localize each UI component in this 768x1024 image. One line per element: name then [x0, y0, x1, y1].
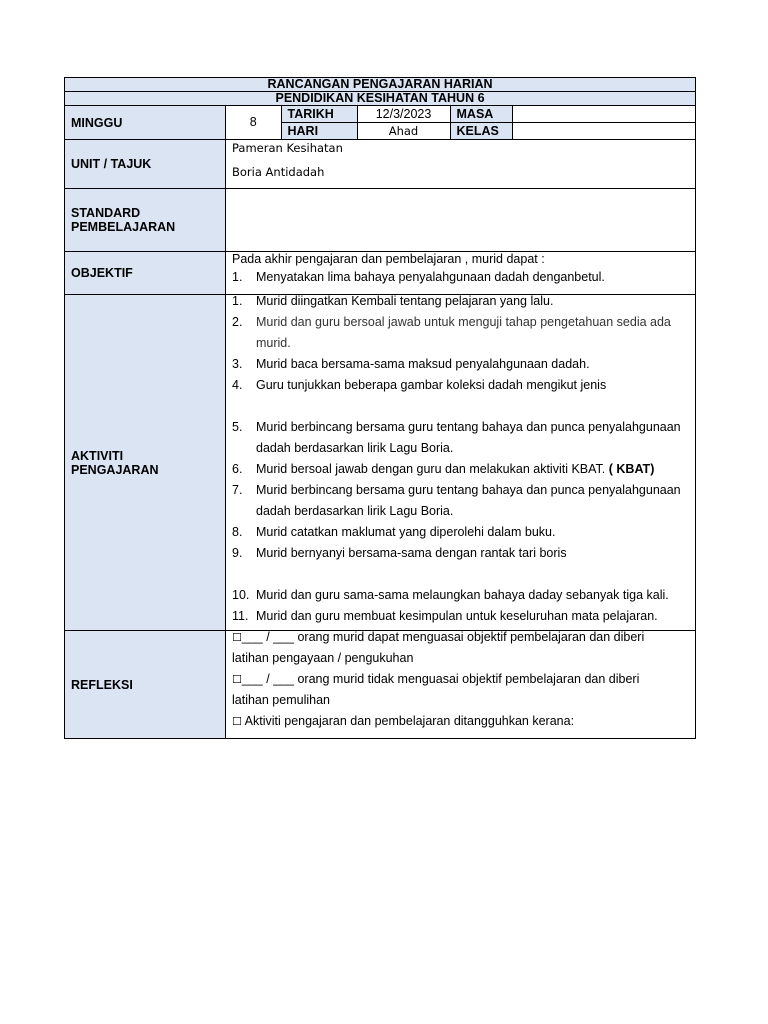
list-item: 11. Murid dan guru membuat kesimpulan untuk keseluruhan mata pelajaran.: [232, 609, 658, 623]
kelas-value: [512, 123, 696, 140]
list-item: 1. Murid diingatkan Kembali tentang pelajaran yang lalu.: [232, 294, 554, 308]
unit-line-1: Pameran Kesihatan: [232, 141, 343, 155]
hari-value: Ahad: [357, 123, 450, 140]
aktiviti-content: [226, 295, 696, 631]
list-item: 7. Murid berbincang bersama guru tentang bahaya dan punca penyalahgunaan dadah berdasarkan lirik Lagu Boria.: [232, 483, 681, 518]
list-gap: [232, 396, 689, 417]
lesson-plan-sheet: [64, 77, 695, 739]
objektif-list: [232, 267, 689, 288]
list-item: 9. Murid bernyanyi bersama-sama dengan rantak tari boris: [232, 546, 567, 560]
list-item: 6. Murid bersoal jawab dengan guru dan melakukan aktiviti KBAT. ( KBAT): [232, 462, 655, 476]
week-info-table: [226, 106, 696, 139]
checkbox-icon[interactable]: ☐: [232, 673, 242, 686]
checkbox-icon[interactable]: ☐: [232, 715, 242, 728]
plan-title: RANCANGAN PENGAJARAN HARIAN: [65, 78, 696, 92]
list-item: 3. Murid baca bersama-sama maksud penyalahgunaan dadah.: [232, 357, 590, 371]
minggu-value: 8: [226, 106, 281, 139]
standard-value: [226, 189, 696, 252]
tarikh-value: 12/3/2023: [357, 106, 450, 123]
list-item: 5. Murid berbincang bersama guru tentang bahaya dan punca penyalahgunaan dadah berdasarkan lirik Lagu Boria.: [232, 420, 681, 455]
refleksi-line-2b: latihan pemulihan: [232, 693, 330, 707]
hari-label: HARI: [281, 123, 357, 140]
refleksi-line-3: ☐ Aktiviti pengajaran dan pembelajaran ditangguhkan kerana:: [232, 714, 575, 728]
minggu-label: MINGGU: [65, 106, 226, 140]
objektif-intro: Pada akhir pengajaran dan pembelajaran , murid dapat :: [232, 252, 545, 266]
list-item: 4. Guru tunjukkan beberapa gambar koleksi dadah mengikut jenis: [232, 378, 607, 392]
checkbox-icon[interactable]: ☐: [232, 631, 242, 644]
lesson-plan-table: [64, 77, 696, 739]
plan-subtitle: PENDIDIKAN KESIHATAN TAHUN 6: [65, 92, 696, 106]
list-item: 2. Murid dan guru bersoal jawab untuk menguji tahap pengetahuan sedia ada murid.: [232, 315, 671, 350]
masa-value: [512, 106, 696, 123]
list-item: 10. Murid dan guru sama-sama melaungkan bahaya daday sebanyak tiga kali.: [232, 588, 669, 602]
aktiviti-list: [232, 291, 689, 627]
refleksi-line-1b: latihan pengayaan / pengukuhan: [232, 651, 414, 665]
refleksi-label: REFLEKSI: [65, 631, 226, 739]
unit-line-2: Boria Antidadah: [232, 165, 325, 179]
standard-label: STANDARD PEMBELAJARAN: [65, 189, 226, 252]
refleksi-line-1: ☐___ / ___ orang murid dapat menguasai objektif pembelajaran dan diberi: [232, 630, 645, 644]
refleksi-content: [226, 631, 696, 739]
refleksi-line-2: ☐___ / ___ orang murid tidak menguasai objektif pembelajaran dan diberi: [232, 672, 640, 686]
list-gap: [232, 564, 689, 585]
tarikh-label: TARIKH: [281, 106, 357, 123]
aktiviti-label: AKTIVITI PENGAJARAN: [65, 295, 226, 631]
unit-label: UNIT / TAJUK: [65, 140, 226, 189]
list-item: 8. Murid catatkan maklumat yang diperolehi dalam buku.: [232, 525, 556, 539]
kbat-tag: ( KBAT): [608, 462, 655, 476]
masa-label: MASA: [450, 106, 512, 123]
list-item: 1. Menyatakan lima bahaya penyalahgunaan dadah denganbetul.: [232, 270, 605, 284]
unit-content: [226, 140, 696, 189]
objektif-label: OBJEKTIF: [65, 252, 226, 295]
objektif-content: [226, 252, 696, 295]
kelas-label: KELAS: [450, 123, 512, 140]
